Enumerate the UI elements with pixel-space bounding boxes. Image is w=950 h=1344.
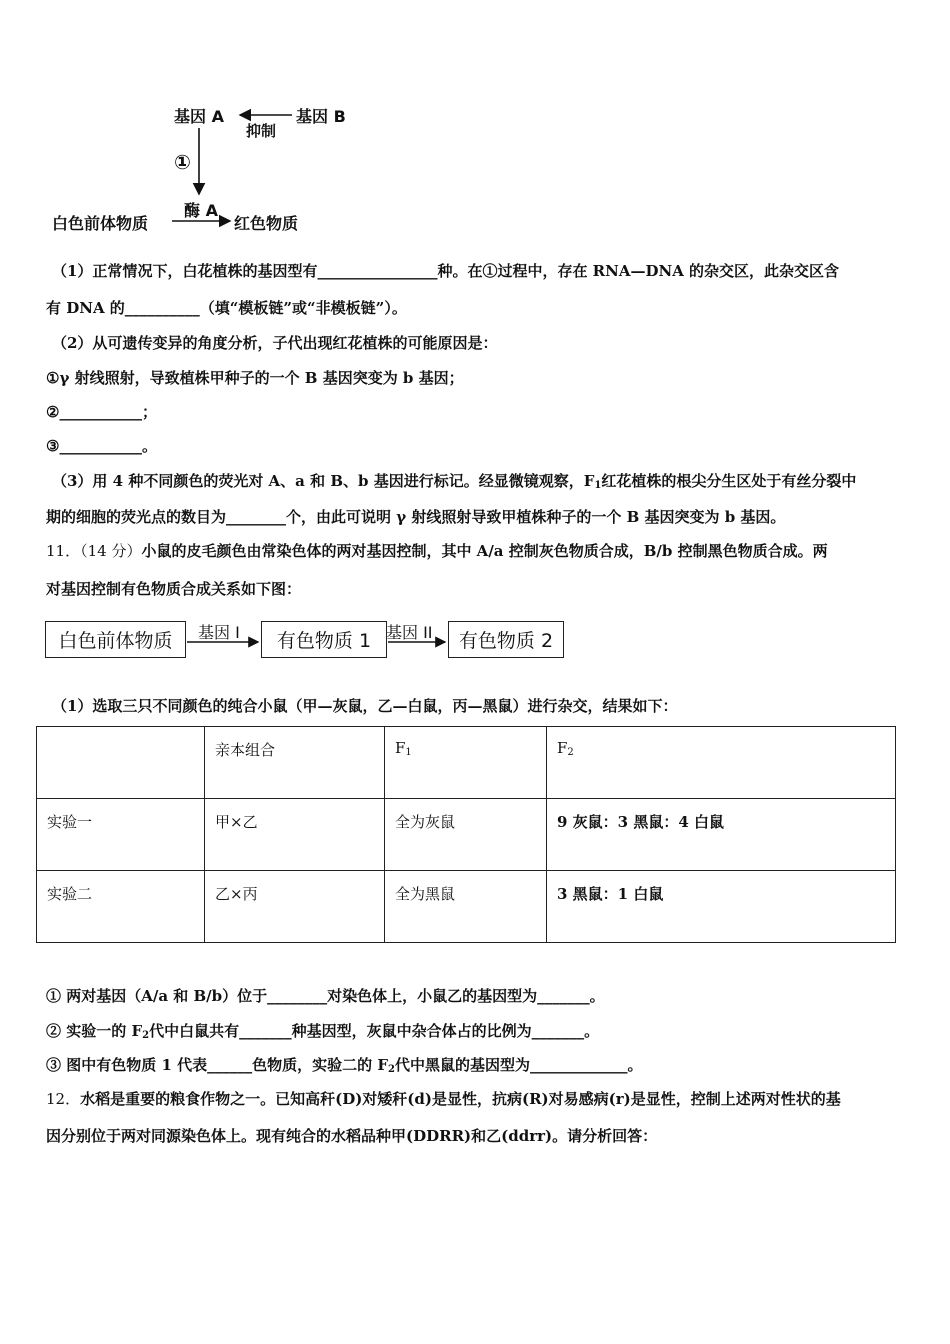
q10-part2: （2）从可遗传变异的角度分析，子代出现红花植株的可能原因是： <box>52 334 498 352</box>
table-header-parents: 亲本组合 <box>205 727 385 799</box>
q11-heading-line1 <box>46 541 828 561</box>
colored-substance-2-box: 有色物质 2 <box>448 621 564 658</box>
table-cell: 全为黑鼠 <box>385 871 547 943</box>
q11-sub3-text-a: ③ 图中有色物质 1 代表______色物质，实验二的 F <box>46 1056 388 1074</box>
q11-heading-text: 小鼠的皮毛颜色由常染色体的两对基因控制，其中 A/a 控制灰色物质合成，B/b 控制黑色物质合成。两 <box>141 542 828 560</box>
white-precursor-label: 白色前体物质 <box>52 214 149 233</box>
q12-number: 12． <box>46 1090 81 1108</box>
q11-sub1: ① 两对基因（A/a 和 B/b）位于________对染色体上，小鼠乙的基因型为_______。 <box>46 987 605 1005</box>
table-row <box>37 799 896 871</box>
table-cell: 全为灰鼠 <box>385 799 547 871</box>
table-cell <box>37 727 205 799</box>
q10-part3-line2: 期的细胞的荧光点的数目为________个，由此可说明 γ 射线照射导致甲植株种子的一个 B 基因突变为 b 基因。 <box>46 508 786 526</box>
q11-number: 11．（14 分） <box>46 542 142 560</box>
q10-part3-text-a: （3）用 4 种不同颜色的荧光对 A、a 和 B、b 基因进行标记。经显微镜观察，F <box>52 472 595 490</box>
gene-b-label: 基因 B <box>296 107 346 126</box>
table-cell: 9 灰鼠：3 黑鼠：4 白鼠 <box>547 799 896 871</box>
table-cell: 实验一 <box>37 799 205 871</box>
q10-part3-subscript: 1 <box>594 480 602 491</box>
gene-a-label: 基因 A <box>174 107 224 126</box>
q10-part3-line1 <box>52 471 856 496</box>
q12-line1 <box>46 1089 841 1109</box>
q11-sub2-text-a: ② 实验一的 F <box>46 1022 143 1040</box>
q11-heading-line2: 对基因控制有色物质合成关系如下图： <box>46 580 302 598</box>
gene-2-label: 基因 II <box>386 623 433 642</box>
q11-sub3-text-b: 代中黑鼠的基因型为_____________。 <box>394 1056 643 1074</box>
white-precursor-box: 白色前体物质 <box>45 621 186 658</box>
colored-substance-1-box: 有色物质 1 <box>261 621 387 658</box>
table-header-row <box>37 727 896 799</box>
q12-text-a: 水稻是重要的粮食作物之一。已知高秆(D)对矮秆(d)是显性，抗病(R)对易感病(r)是显性，控制上述两对性状的基 <box>80 1090 841 1108</box>
red-substance-label: 红色物质 <box>234 214 299 233</box>
cross-results-table <box>36 726 896 943</box>
inhibit-label: 抑制 <box>246 122 277 140</box>
q11-part1: （1）选取三只不同颜色的纯合小鼠（甲—灰鼠，乙—白鼠，丙—黑鼠）进行杂交，结果如下： <box>52 697 678 715</box>
gene-1-label: 基因 I <box>198 623 240 642</box>
q10-part2-item2: ②___________； <box>46 403 157 421</box>
q11-sub2-subscript: 2 <box>142 1030 150 1041</box>
synthesis-arrows <box>0 600 600 670</box>
table-cell: 甲×乙 <box>205 799 385 871</box>
table-cell: 3 黑鼠：1 白鼠 <box>547 871 896 943</box>
q11-sub3 <box>46 1055 642 1080</box>
q10-part1-line1: （1）正常情况下，白花植株的基因型有________________种。在①过程中，存在 RNA—DNA 的杂交区，此杂交区含 <box>52 262 840 280</box>
q11-sub2-text-b: 代中白鼠共有_______种基因型，灰鼠中杂合体占的比例为_______。 <box>149 1022 600 1040</box>
q12-line2: 因分别位于两对同源染色体上。现有纯合的水稻品种甲(DDRR)和乙(ddrr)。请分析回答： <box>46 1127 658 1145</box>
q11-sub3-subscript: 2 <box>387 1064 395 1075</box>
step-marker: ① <box>174 150 191 174</box>
pathway-arrows <box>0 0 400 240</box>
q11-sub2 <box>46 1021 599 1046</box>
q10-part2-item1: ①γ 射线照射，导致植株甲种子的一个 B 基因突变为 b 基因； <box>46 369 464 387</box>
table-header-f2: $F_2$ <box>547 727 896 799</box>
table-header-f1: $F_1$ <box>385 727 547 799</box>
enzyme-label: 酶 A <box>184 201 218 220</box>
q10-part2-item3: ③___________。 <box>46 437 157 455</box>
q10-part3-text-b: 红花植株的根尖分生区处于有丝分裂中 <box>601 472 857 490</box>
table-cell: 乙×丙 <box>205 871 385 943</box>
table-cell: 实验二 <box>37 871 205 943</box>
q10-part1-line2: 有 DNA 的__________（填“模板链”或“非模板链”）。 <box>46 299 407 317</box>
table-row <box>37 871 896 943</box>
